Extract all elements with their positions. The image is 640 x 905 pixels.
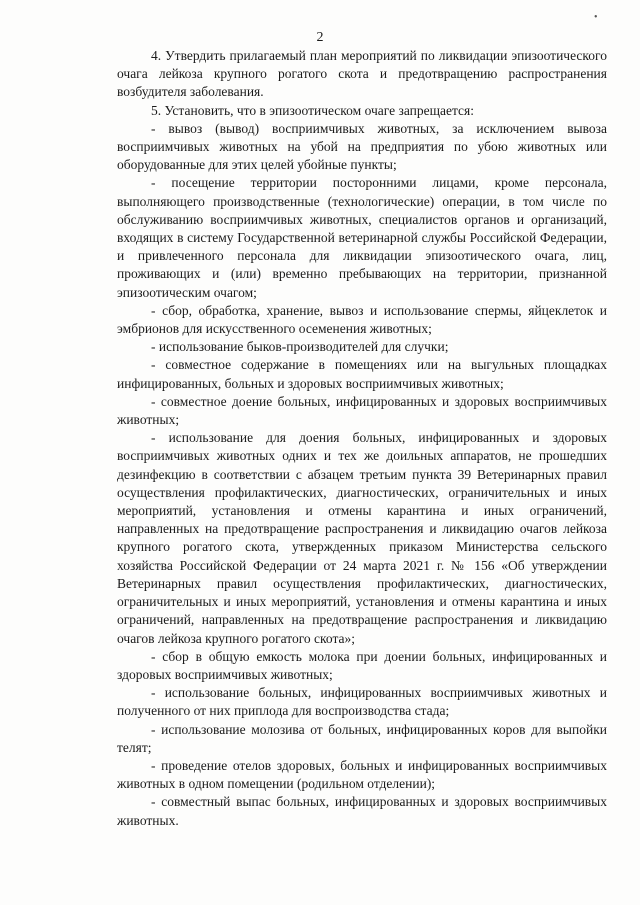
paragraph-4: 4. Утвердить прилагаемый план мероприятий по ликвидации эпизоотического очага лейкоза крупного рогатого скота и предотвращению распространения возбудителя заболевания. (117, 48, 607, 100)
list-item: - совместное содержание в помещениях или на выгульных площадках инфицированных, больных и здоровых восприимчивых животных; (117, 357, 607, 391)
list-item: - проведение отелов здоровых, больных и инфицированных восприимчивых животных в одном помещении (родильном отделении); (117, 757, 607, 792)
list-item: - посещение территории посторонними лицами, кроме персонала, выполняющего производственные (технологические) операции, в том числе по обслуживанию восприимчивых животных, специалистов органов и организаций, входящих в систему Государственной ветеринарной службы Российской Федерации, и привлеченного персонала для ликвидации эпизоотического очага, лиц, проживающих и (или) временно пребывающих на территории, признанной эпизоотическим очагом; (117, 175, 607, 300)
list-item: - вывоз (вывод) восприимчивых животных, за исключением вывоза восприимчивых животных на убой на предприятия по убою животных или оборудованные для этих целей убойные пункты; (117, 120, 607, 173)
page-number: 2 (316, 30, 324, 45)
list-item: - совместное доение больных, инфицированных и здоровых восприимчивых животных; (117, 393, 607, 428)
scan-mark: • (594, 12, 598, 23)
list-item: - использование быков-производителей для случки; (151, 339, 449, 355)
list-item: - использование молозива от больных, инфицированных коров для выпойки телят; (117, 721, 607, 755)
list-item: - использование больных, инфицированных восприимчивых животных и полученного от них приплода для воспроизводства стада; (117, 685, 607, 719)
list-item: - сбор, обработка, хранение, вывоз и использование спермы, яйцеклеток и эмбрионов для искусственного осеменения животных; (117, 302, 607, 337)
list-item: - использование для доения больных, инфицированных и здоровых восприимчивых животных одних и тех же доильных аппаратов, не прошедших дезинфекцию в соответствии с абзацем третьим пункта 39 Ветеринарных правил осуществления профилактических, диагностических, ограничительных и иных мероприятий, установления и отмены карантина и иных ограничений, направленных на предотвращение распространения и ликвидацию очагов лейкоза крупного рогатого скота, утвержденных приказом Министерства сельского хозяйства Российской Федерации от 24 марта 2021 г. № 156 «Об утверждении Ветеринарных правил осуществления профилактических, диагностических, ограничительных и иных мероприятий, установления и отмены карантина и иных ограничений, направленных на предотвращение распространения и ликвидацию очагов лейкоза крупного рогатого скота»; (117, 430, 607, 646)
document-body (117, 47, 607, 830)
list-item: - совместный выпас больных, инфицированных и здоровых восприимчивых животных. (117, 794, 607, 828)
list-item: - сбор в общую емкость молока при доении больных, инфицированных и здоровых восприимчивых животных; (117, 648, 607, 682)
paragraph-5: 5. Установить, что в эпизоотическом очаге запрещается: (151, 102, 475, 118)
